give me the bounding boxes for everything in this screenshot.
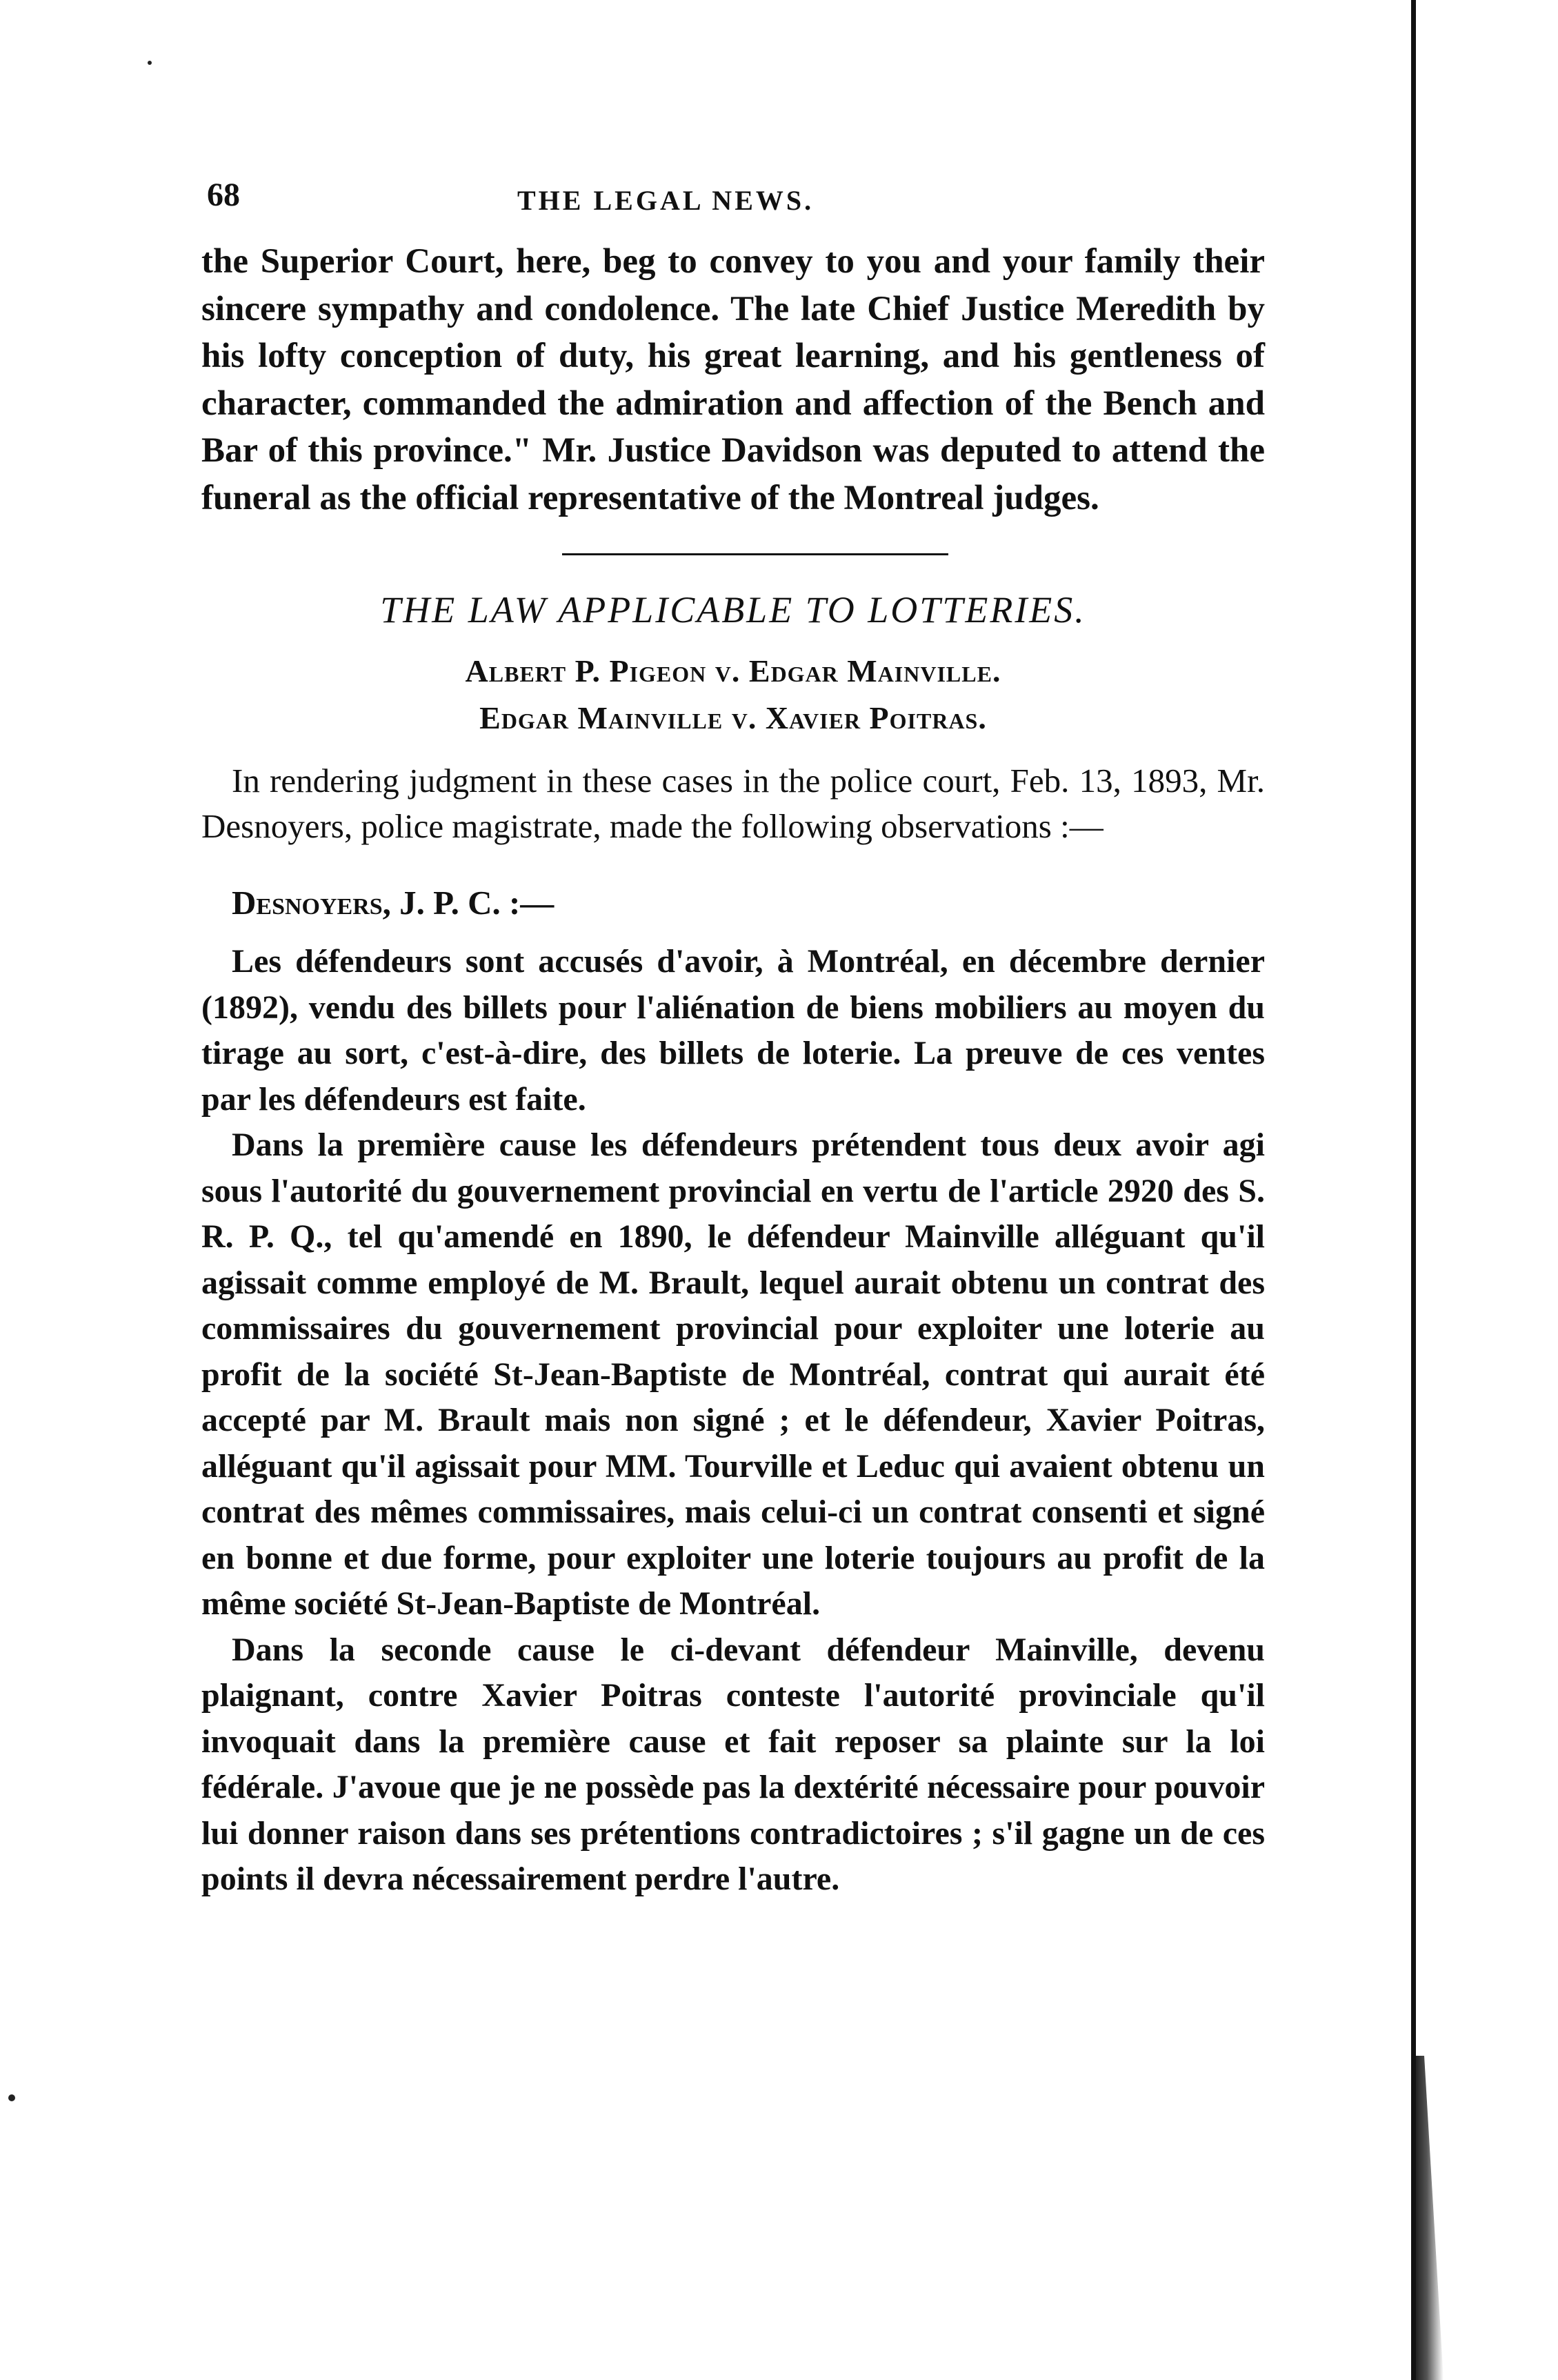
text-column <box>201 176 1265 1903</box>
journal-title: THE LEGAL NEWS. <box>517 185 815 216</box>
running-head <box>201 176 1265 238</box>
scan-speck <box>148 61 152 65</box>
judgment-paragraph-2: Dans la première cause les défendeurs prétendent tous deux avoir agi sous l'autorité du gouvernement provincial en vertu de l'article 2920 des S. R. P. Q., tel qu'amendé en 1890, le défendeur Mainville alléguant qu'il agissait comme employé de M. Brault, lequel aurait obtenu un contrat des commissaires du gouvernement provincial pour exploiter une loterie au profit de la société St-Jean-Baptiste de Montréal, contrat qui aurait été accepté par M. Brault mais non signé ; et le défendeur, Xavier Poitras, alléguant qu'il agissait pour MM. Tourville et Leduc qui avaient obtenu un contrat des mêmes commissaires, mais celui-ci un contrat consenti et signé en bonne et due forme, pour exploiter une loterie toujours au profit de la même société St-Jean-Baptiste de Montréal. <box>201 1127 1265 1622</box>
binding-edge-line <box>1411 0 1416 2380</box>
case-caption-2: Edgar Mainville v. Xavier Poitras. <box>479 700 987 735</box>
section-divider <box>562 553 948 555</box>
binding-shadow <box>1416 2056 1444 2380</box>
scan-speck <box>8 2094 15 2101</box>
case-caption-1: Albert P. Pigeon v. Edgar Mainville. <box>465 653 1001 688</box>
judge-line <box>232 883 1265 922</box>
judgment-paragraph-3: Dans la seconde cause le ci-devant défendeur Mainville, devenu plaignant, contre Xavier Poitras conteste l'autorité provinciale qu'il invoquait dans la première cause et fait reposer sa plainte sur la loi fédérale. J'avoue que je ne possède pas la dextérité nécessaire pour pouvoir lui donner raison dans ses prétentions contradictoires ; s'il gagne un de ces points il devra nécessairement perdre l'autre. <box>201 1631 1265 1897</box>
intro-paragraph: In rendering judgment in these cases in the police court, Feb. 13, 1893, Mr. Desnoyers, police magistrate, made the following observations :— <box>201 762 1265 845</box>
opening-paragraph: the Superior Court, here, beg to convey to you and your family their sincere sympathy and condolence. The late Chief Justice Meredith by his lofty conception of duty, his great learning, and his gentleness of character, commanded the admiration and affection of the Bench and Bar of this province." Mr. Justice Davidson was deputed to attend the funeral as the official representative of the Montreal judges. <box>201 242 1265 517</box>
page-number: 68 <box>207 177 240 213</box>
judge-name: Desnoyers <box>232 884 383 922</box>
article-title: THE LAW APPLICABLE TO LOTTERIES. <box>380 589 1086 631</box>
judgment-paragraph-1: Les défendeurs sont accusés d'avoir, à Montréal, en décembre dernier (1892), vendu des billets pour l'aliénation de biens mobiliers au moyen du tirage au sort, c'est-à-dire, des billets de loterie. La preuve de ces ventes par les défendeurs est faite. <box>201 943 1265 1118</box>
judge-suffix: , J. P. C. :— <box>382 884 555 922</box>
